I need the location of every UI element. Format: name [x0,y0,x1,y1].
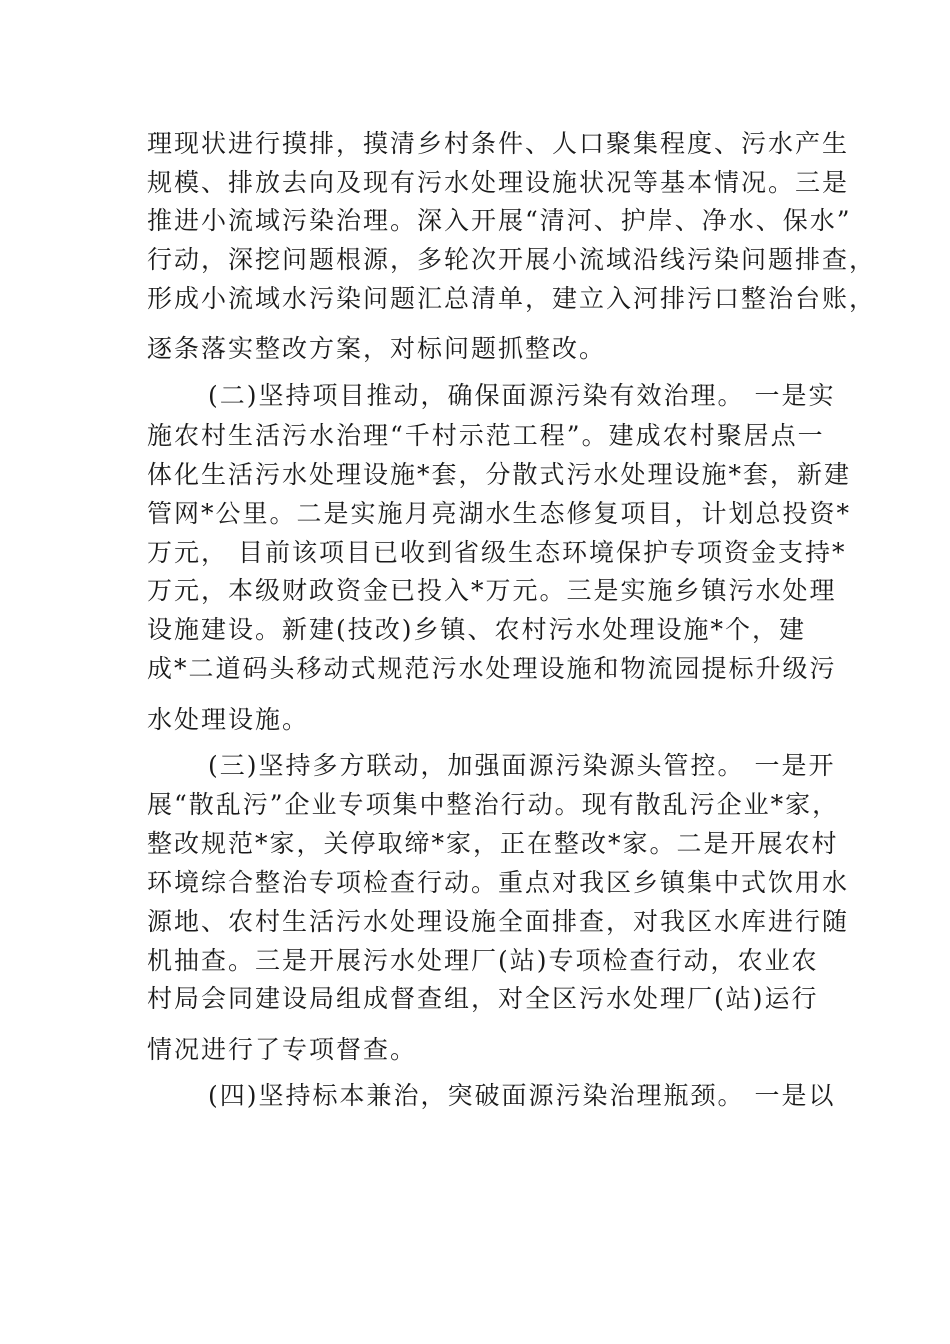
text-line: 施农村生活污水治理“千村示范工程”。建成农村聚居点一 [147,421,825,450]
text-line: 逐条落实整改方案，对标问题抓整改。 [147,334,607,363]
text-line: 理现状进行摸排，摸清乡村条件、人口聚集程度、污水产生 [147,129,850,158]
text-line: 机抽查。三是开展污水处理厂(站)专项检查行动，农业农 [147,946,819,975]
text-line: 环境综合整治专项检查行动。重点对我区乡镇集中式饮用水 [147,868,850,897]
text-line: 管网*公里。二是实施月亮湖水生态修复项目，计划总投资* [147,499,852,528]
text-line: 万元，本级财政资金已投入*万元。三是实施乡镇污水处理 [147,576,837,605]
text-line: 体化生活污水处理设施*套，分散式污水处理设施*套，新建 [147,460,852,489]
section-heading-line: (二)坚持项目推动，确保面源污染有效治理。 一是实 [208,381,836,410]
text-line: 推进小流域污染治理。深入开展“清河、护岸、净水、保水” [147,206,852,235]
text-line: 设施建设。新建(技改)乡镇、农村污水处理设施*个，建 [147,615,807,644]
text-line: 形成小流域水污染问题汇总清单，建立入河排污口整治台账， [147,284,877,313]
text-line: 展“散乱污”企业专项集中整治行动。现有散乱污企业*家， [147,790,840,819]
text-line: 成*二道码头移动式规范污水处理设施和物流园提标升级污 [147,654,837,683]
text-line: 村局会同建设局组成督查组，对全区污水处理厂(站)运行 [147,984,819,1013]
text-line: 情况进行了专项督查。 [147,1035,418,1064]
text-line: 规模、排放去向及现有污水处理设施状况等基本情况。三是 [147,168,850,197]
section-heading-line: (四)坚持标本兼治，突破面源污染治理瓶颈。 一是以 [208,1081,836,1110]
text-line: 水处理设施。 [147,705,310,734]
text-line: 整改规范*家，关停取缔*家，正在整改*家。二是开展农村 [147,829,839,858]
section-heading-line: (三)坚持多方联动，加强面源污染源头管控。 一是开 [208,751,836,780]
text-line: 万元， 目前该项目已收到省级生态环境保护专项资金支持* [147,538,847,567]
text-line: 源地、农村生活污水处理设施全面排查，对我区水库进行随 [147,907,850,936]
text-line: 行动，深挖问题根源，多轮次开展小流域沿线污染问题排查， [147,245,877,274]
